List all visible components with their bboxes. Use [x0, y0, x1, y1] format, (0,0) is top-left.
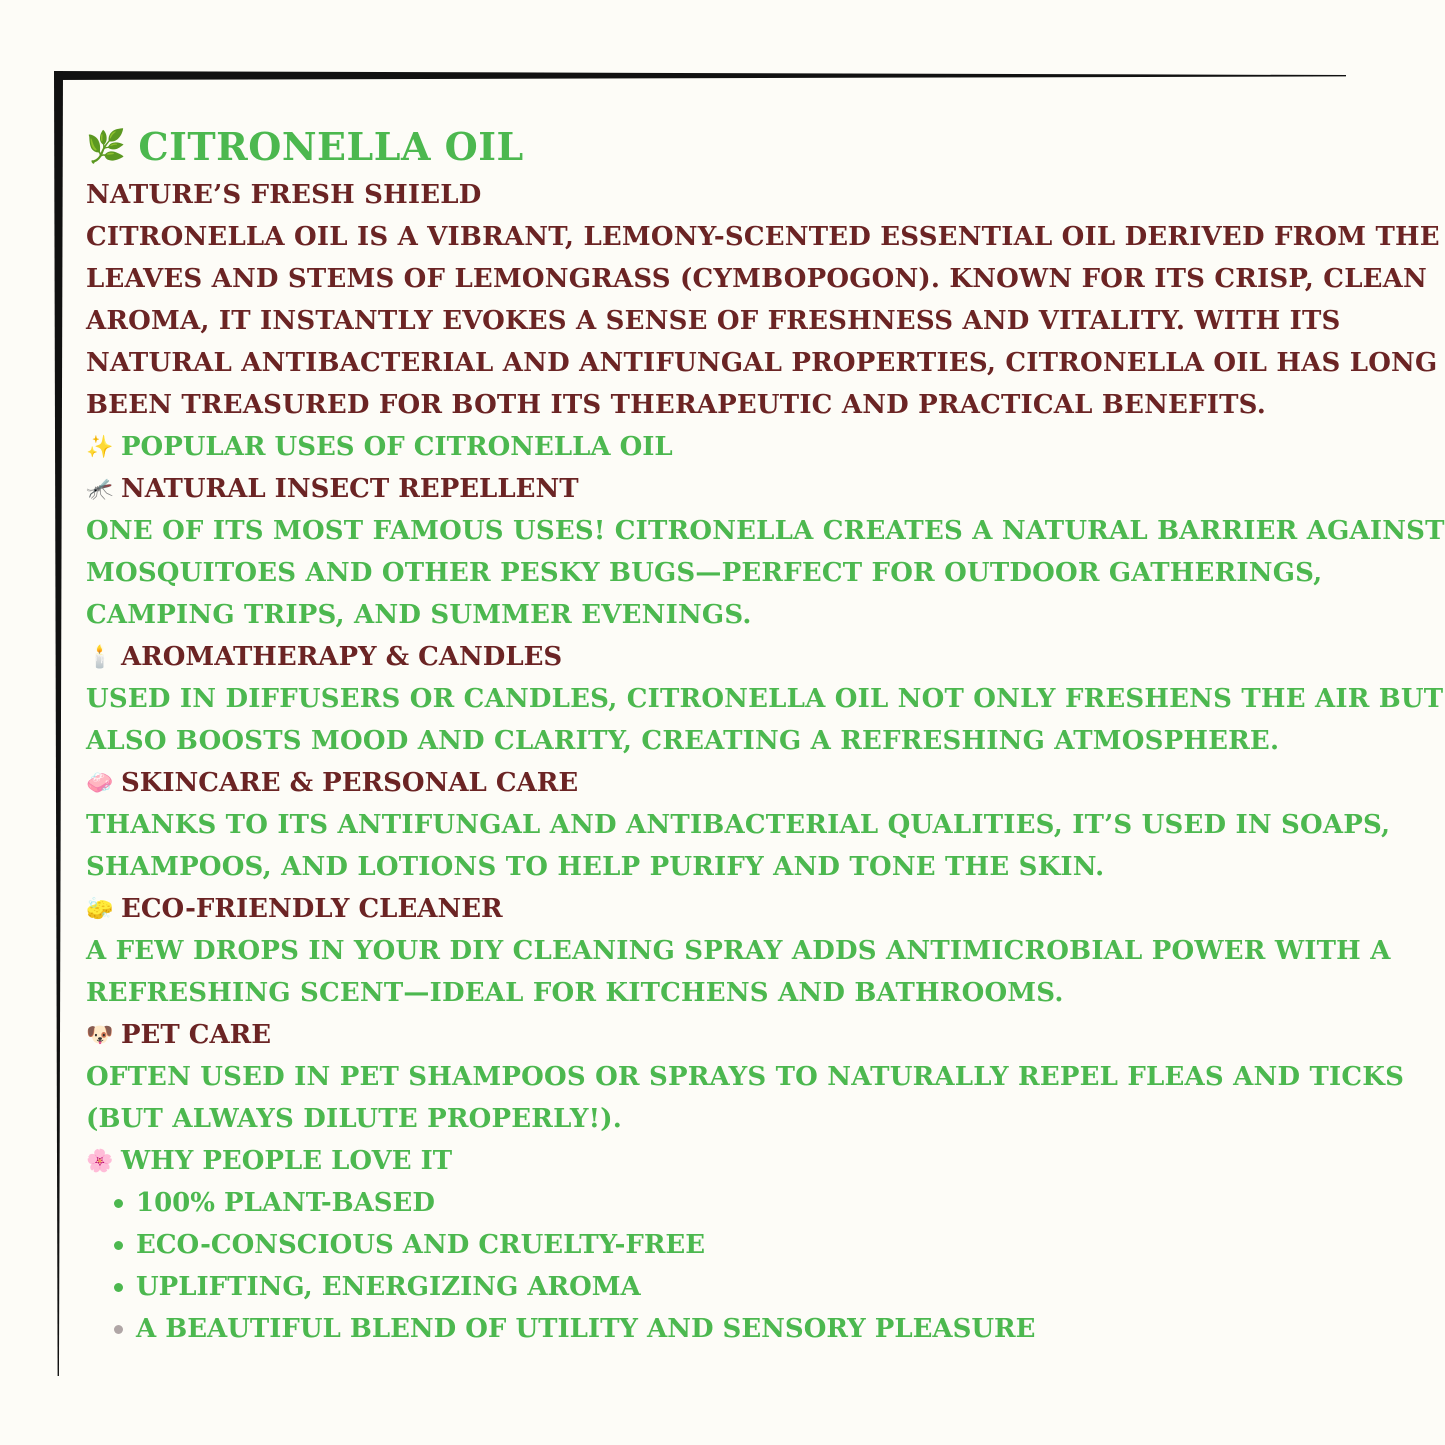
list-item-text: UPLIFTING, ENERGIZING AROMA: [136, 1272, 641, 1302]
love-list: [86, 1182, 1376, 1350]
article: [86, 118, 1445, 1350]
use-section-pet-care: [86, 1014, 1405, 1140]
section-line: (BUT ALWAYS DILUTE PROPERLY!).: [86, 1104, 623, 1134]
section-line: ALSO BOOSTS MOOD AND CLARITY, CREATING A REFRESHING ATMOSPHERE.: [86, 726, 1280, 756]
intro-line: CITRONELLA OIL IS A VIBRANT, LEMONY-SCENTED ESSENTIAL OIL DERIVED FROM THE: [86, 222, 1440, 252]
section-line: CAMPING TRIPS, AND SUMMER EVENINGS.: [86, 600, 752, 630]
soap-icon: 🧼: [86, 770, 114, 796]
sparkles-icon: ✨: [86, 434, 114, 460]
sponge-icon: 🧽: [86, 896, 114, 922]
use-section-skincare: [86, 762, 1391, 888]
candle-icon: 🕯️: [86, 644, 114, 670]
bullet-icon: [114, 1325, 123, 1334]
uses-heading-text: POPULAR USES OF CITRONELLA OIL: [121, 432, 673, 462]
section-line: REFRESHING SCENT—IDEAL FOR KITCHENS AND BATHROOMS.: [86, 978, 1064, 1008]
list-item: [86, 1308, 1376, 1350]
list-item-text: A BEAUTIFUL BLEND OF UTILITY AND SENSORY PLEASURE: [136, 1314, 1036, 1344]
bullet-icon: [114, 1199, 123, 1208]
list-item-text: ECO-CONSCIOUS AND CRUELTY-FREE: [136, 1230, 706, 1260]
use-section-aromatherapy: [86, 636, 1444, 762]
intro-line: NATURAL ANTIBACTERIAL AND ANTIFUNGAL PROPERTIES, CITRONELLA OIL HAS LONG: [86, 348, 1438, 378]
list-item: [86, 1224, 1376, 1266]
blossom-icon: 🌸: [86, 1148, 114, 1174]
use-section-insect-repellent: [86, 468, 1445, 636]
section-line: OFTEN USED IN PET SHAMPOOS OR SPRAYS TO NATURALLY REPEL FLEAS AND TICKS: [86, 1062, 1405, 1092]
section-heading: [86, 1014, 1376, 1056]
bullet-icon: [114, 1241, 123, 1250]
section-heading: [86, 468, 1376, 510]
use-section-cleaner: [86, 888, 1391, 1014]
section-line: SHAMPOOS, AND LOTIONS TO HELP PURIFY AND TONE THE SKIN.: [86, 852, 1105, 882]
love-heading: [86, 1140, 1376, 1182]
intro-paragraph: [86, 216, 1440, 426]
dog-face-icon: 🐶: [86, 1022, 114, 1048]
page-title-text: CITRONELLA OIL: [138, 123, 524, 169]
mosquito-icon: 🦟: [86, 476, 114, 502]
section-heading: [86, 636, 1376, 678]
list-item-text: 100% PLANT-BASED: [136, 1188, 435, 1218]
section-heading: [86, 888, 1376, 930]
intro-line: AROMA, IT INSTANTLY EVOKES A SENSE OF FRESHNESS AND VITALITY. WITH ITS: [86, 306, 1341, 336]
section-heading-text: NATURAL INSECT REPELLENT: [121, 474, 579, 504]
herb-icon: 🌿: [86, 127, 127, 165]
section-heading-text: PET CARE: [121, 1020, 272, 1050]
page-title: [86, 118, 1376, 174]
section-line: ONE OF ITS MOST FAMOUS USES! CITRONELLA CREATES A NATURAL BARRIER AGAINST: [86, 516, 1445, 546]
frame-left-border: [54, 71, 63, 1376]
list-item: [86, 1182, 1376, 1224]
uses-heading: [86, 426, 1376, 468]
section-line: A FEW DROPS IN YOUR DIY CLEANING SPRAY ADDS ANTIMICROBIAL POWER WITH A: [86, 936, 1391, 966]
section-heading: [86, 762, 1376, 804]
section-heading-text: SKINCARE & PERSONAL CARE: [121, 768, 579, 798]
section-heading-text: ECO-FRIENDLY CLEANER: [121, 894, 503, 924]
list-item: [86, 1266, 1376, 1308]
section-line: USED IN DIFFUSERS OR CANDLES, CITRONELLA OIL NOT ONLY FRESHENS THE AIR BUT: [86, 684, 1444, 714]
section-line: MOSQUITOES AND OTHER PESKY BUGS—PERFECT FOR OUTDOOR GATHERINGS,: [86, 558, 1323, 588]
bullet-icon: [114, 1283, 123, 1292]
love-heading-text: WHY PEOPLE LOVE IT: [121, 1146, 453, 1176]
intro-line: BEEN TREASURED FOR BOTH ITS THERAPEUTIC AND PRACTICAL BENEFITS.: [86, 390, 1266, 420]
section-heading-text: AROMATHERAPY & CANDLES: [121, 642, 563, 672]
intro-line: LEAVES AND STEMS OF LEMONGRASS (CYMBOPOGON). KNOWN FOR ITS CRISP, CLEAN: [86, 264, 1428, 294]
section-line: THANKS TO ITS ANTIFUNGAL AND ANTIBACTERIAL QUALITIES, IT’S USED IN SOAPS,: [86, 810, 1391, 840]
frame-top-border: [54, 71, 1346, 80]
subtitle: NATURE’S FRESH SHIELD: [86, 180, 482, 210]
